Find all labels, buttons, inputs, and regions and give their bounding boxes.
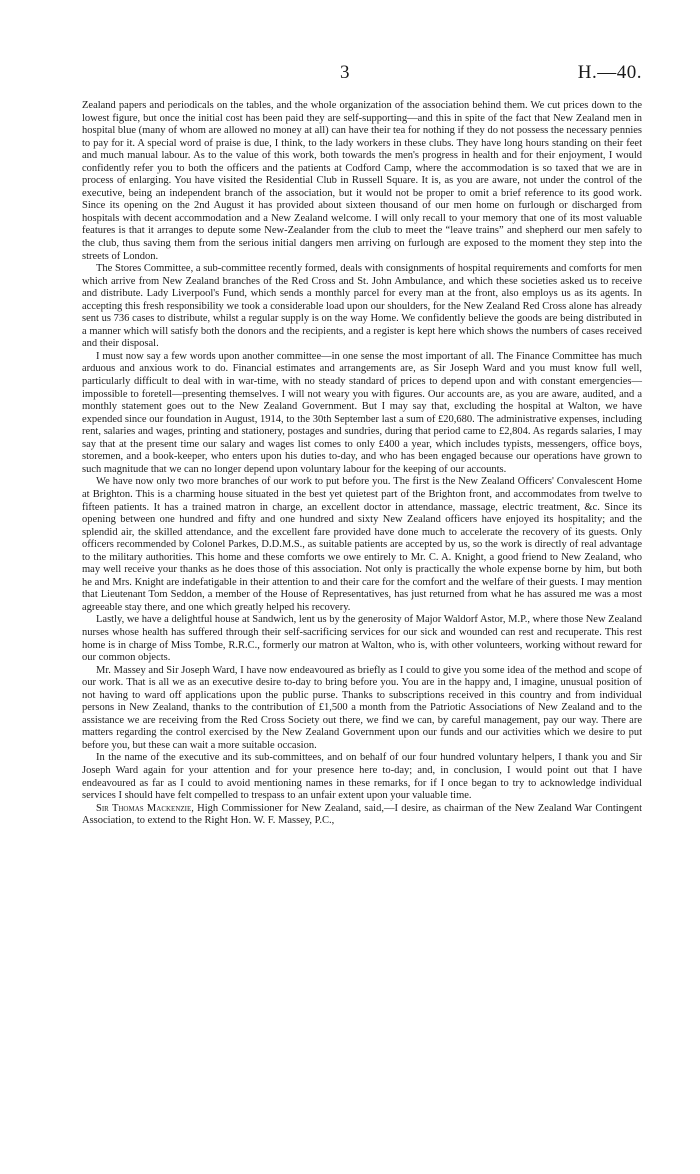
paragraph: Zealand papers and periodicals on the tables, and the whole organization of the association behind them. We cut prices down to the lowest figure, but once the initial cost has been paid they are self-supporting—and this in spite of the fact that New Zealand men in hospital blue (many of whom are allowed no money at all) can have their tea for nothing if they do not possess the necessary pennies to pay for it. A special word of praise is due, I think, to the lady workers in these clubs. They have long hours standing on their feet and much manual labour. As to the value of this work, both towards the men's progress in health and for their enjoyment, I would confidently refer you to both the officers and the patients at Codford Camp, where the accommodation is so taxed that we are in process of enlarging. You have visited the Residential Club in Russell Square. It is, as you are aware, not under the control of the executive, being an independent branch of the association, but it would not be proper to omit a brief reference to its good work. Since its opening on the 2nd August it has provided about sixteen thousand of our men home on furlough or discharged from hospitals with decent accommodation and a New Zealand welcome. I will only recall to your memory that one of its most valuable features is that it arranges to depute some New-Zealander from the club to meet the “leave trains” and shepherd our men safely to the club, thus saving them from the serious initial dangers men arriving on furlough are exposed to the moment they step into the streets of London. (82, 100, 642, 262)
speaker-name: Sir Thomas Mackenzie (96, 802, 192, 814)
document-page (82, 62, 642, 828)
paragraph: We have now only two more branches of our work to put before you. The first is the New Zealand Officers' Convalescent Home at Brighton. This is a charming house situated in the best yet quietest part of the Brighton front, and accommodates from twelve to fifteen patients. It has a trained matron in charge, an excellent doctor in attendance, massage, electric treatment, &c. Since its opening between one hundred and fifty and one hundred and sixty New Zealand officers have enjoyed its hospitality; and the splendid air, the skilled attendance, and the excellent fare provided have done much to accelerate the recovery of its guests. Only officers recommended by Colonel Parkes, D.D.M.S., as suitable patients are accepted by us, so the work is directly of real advantage to the military authorities. This home and these comforts we owe entirely to Mr. C. A. Knight, a good friend to New Zealand, who may well receive your thanks as he does those of this association. Not only is practically the whole expense borne by him, but both he and Mrs. Knight are indefatigable in their attention to and their care for the comfort and the welfare of their guests. I may mention that Lieutenant Tom Seddon, a member of the House of Representatives, has just returned from what he has assured me was a most agreeable stay there, and one which greatly helped his recovery. (82, 476, 642, 613)
speech-text: , High Commissioner for New Zealand, said,—I desire, as chairman of the New Zealand War Contingent Association, to extend to the Right Hon. W. F. Massey, P.C., (82, 802, 642, 827)
document-reference: H.—40. (577, 62, 642, 83)
paragraph: Mr. Massey and Sir Joseph Ward, I have now endeavoured as briefly as I could to give you some idea of the method and scope of our work. That is all we as an executive desire to-day to bring before you. You are in the happy and, I imagine, unusual position of not having to ward off applications upon the public purse. Thanks to subscriptions received in this country and from individual persons in New Zealand, thanks to the contribution of £1,500 a month from the Patriotic Associations of New Zealand and to the assistance we are receiving from the Red Cross Society out there, we find we can, by careful management, pay our way. There are matters regarding the control exercised by the New Zealand Government upon our funds and our activities which we desire to put before you, but these can wait a more suitable occasion. (82, 664, 642, 751)
page-number: 3 (340, 62, 350, 83)
body-text (82, 100, 642, 828)
page-header (82, 62, 642, 100)
paragraph: The Stores Committee, a sub-committee recently formed, deals with consignments of hospital requirements and comforts for men which arrive from New Zealand branches of the Red Cross and St. John Ambulance, and which these societies asked us to receive and distribute. Lady Liverpool's Fund, which sends a monthly parcel for every man at the front, also employs us as its agents. In accepting this fresh responsibility we took a considerable load upon our shoulders, for the New Zealand Red Cross alone has already sent us 736 cases to distribute, whilst a regular supply is on the way Home. We confidently believe the goods are being distributed in a manner which will satisfy both the donors and the recipients, and a register is kept here which shows the numbers of cases received and their disposal. (82, 263, 642, 350)
paragraph: In the name of the executive and its sub-committees, and on behalf of our four hundred voluntary helpers, I thank you and Sir Joseph Ward again for your attention and for your presence here to-day; and, in conclusion, I would point out that I have endeavoured as far as I could to avoid mentioning names in these remarks, for if I once began to try to acknowledge individual services I should have felt compelled to trespass to an unfair extent upon your valuable time. (82, 752, 642, 802)
paragraph: Lastly, we have a delightful house at Sandwich, lent us by the generosity of Major Waldorf Astor, M.P., where those New Zealand nurses whose health has suffered through their self-sacrificing services for our sick and wounded can rest and recuperate. This rest home is in charge of Miss Tombe, R.R.C., formerly our matron at Walton, who is, with other volunteers, working without reward for our common objects. (82, 614, 642, 664)
paragraph-speech-start (82, 803, 642, 828)
paragraph: I must now say a few words upon another committee—in one sense the most important of all. The Finance Committee has much arduous and anxious work to do. Financial estimates and arrangements are, as Sir Joseph Ward and you must know full well, particularly difficult to deal with in war-time, with no steady standard of prices to depend upon and with constant emergencies—impossible to foretell—presenting themselves. I will not weary you with figures. Our accounts are, as you are aware, audited, and a monthly statement goes out to the New Zealand Government. But I may say that, excluding the hospital at Walton, we have expended since our foundation in August, 1914, to the 30th September last a sum of £20,680. The administrative expenses, including rent, salaries and wages, printing and stationery, postages and sundries, during that period came to £2,804. As regards salaries, I may say that at the present time our salary and wages list comes to only £400 a year, which includes typists, messengers, office boys, storemen, and a book-keeper, who enters upon his duties to-day, and who has been engaged because our operations have grown to such magnitude that we can no longer depend upon voluntary labour for the keeping of our accounts. (82, 350, 642, 475)
